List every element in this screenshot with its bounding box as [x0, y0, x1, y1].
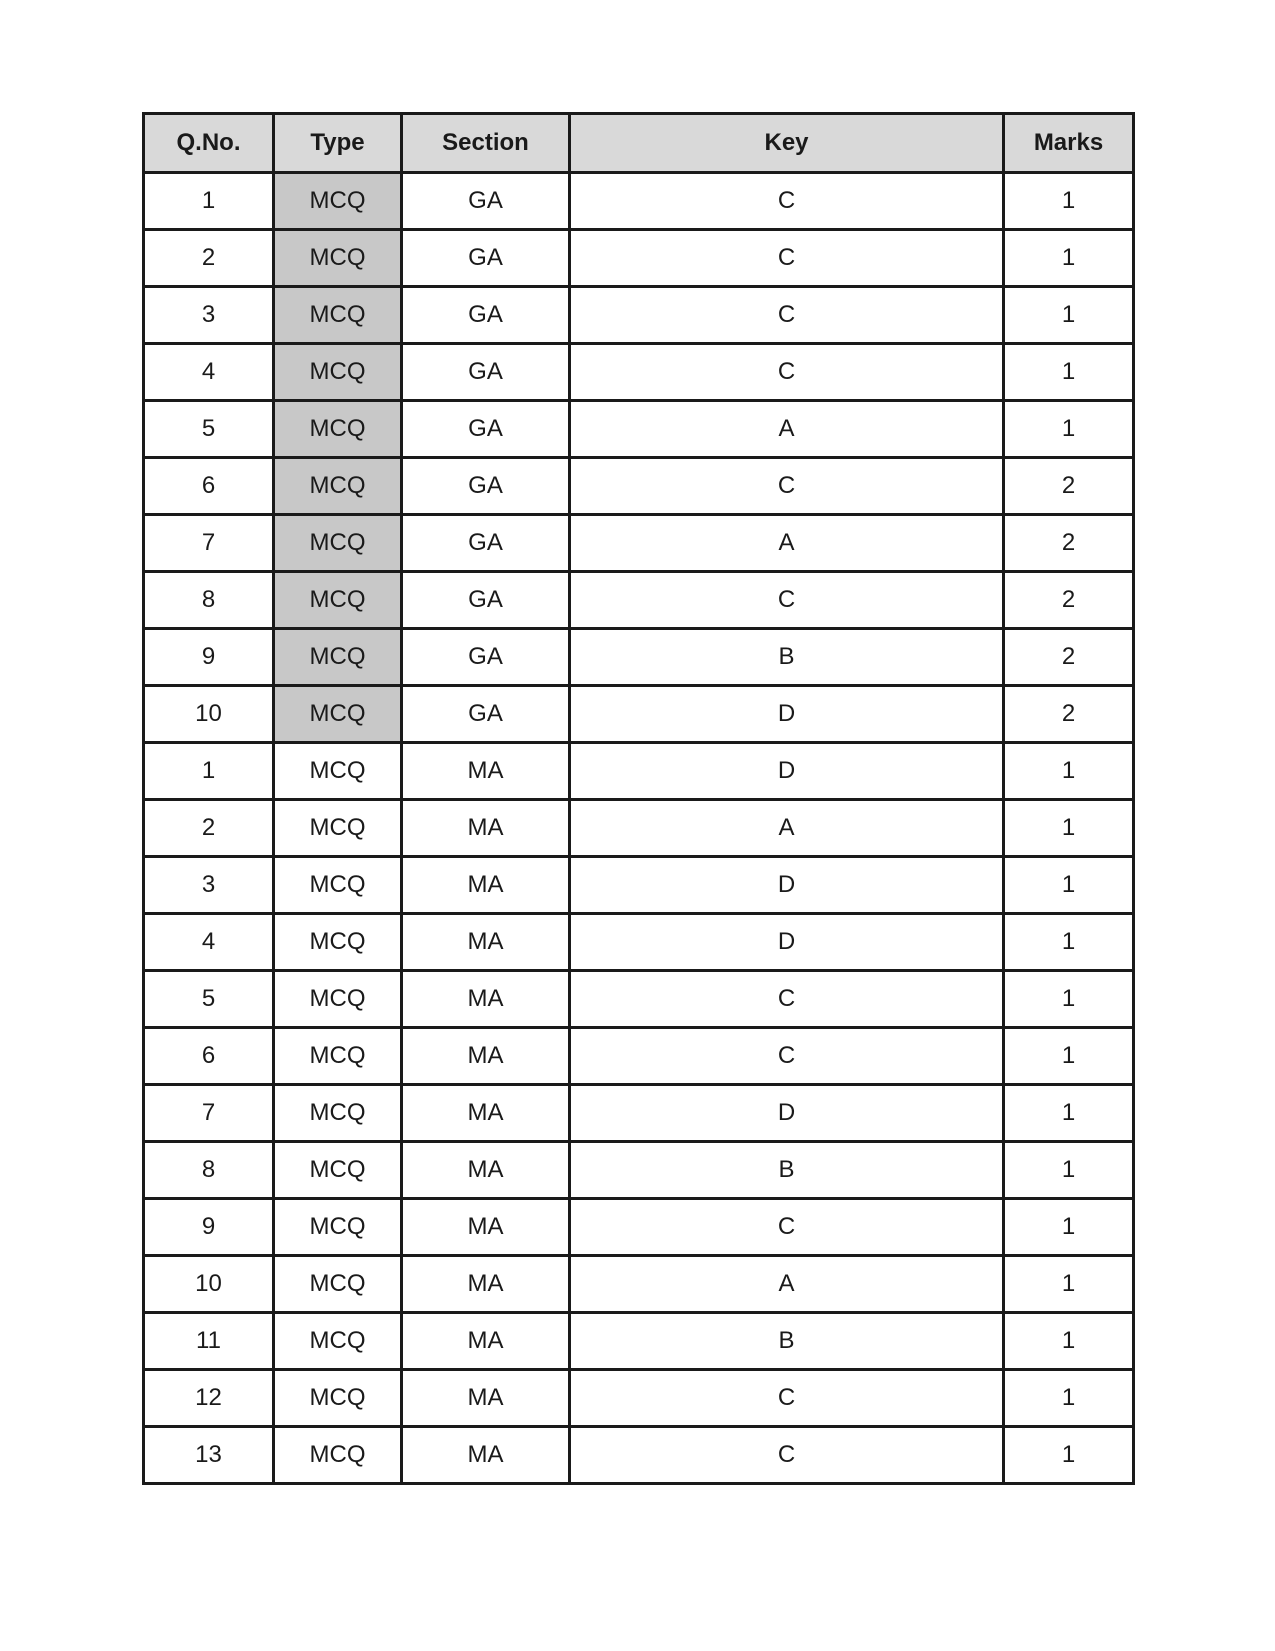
cell-key: B [570, 629, 1004, 686]
cell-marks: 2 [1004, 572, 1134, 629]
cell-section: MA [402, 1427, 570, 1484]
cell-qno: 5 [144, 971, 274, 1028]
cell-type: MCQ [274, 401, 402, 458]
cell-key: A [570, 800, 1004, 857]
table-row [144, 1427, 1134, 1484]
table-row [144, 458, 1134, 515]
cell-marks: 1 [1004, 1199, 1134, 1256]
answer-key-table [142, 112, 1135, 1485]
cell-section: GA [402, 629, 570, 686]
cell-type: MCQ [274, 515, 402, 572]
cell-qno: 8 [144, 572, 274, 629]
cell-qno: 9 [144, 629, 274, 686]
cell-qno: 9 [144, 1199, 274, 1256]
cell-type: MCQ [274, 458, 402, 515]
cell-key: C [570, 971, 1004, 1028]
table-row [144, 572, 1134, 629]
cell-qno: 13 [144, 1427, 274, 1484]
cell-section: GA [402, 401, 570, 458]
cell-key: C [570, 572, 1004, 629]
cell-key: C [570, 1199, 1004, 1256]
cell-marks: 1 [1004, 173, 1134, 230]
cell-marks: 2 [1004, 686, 1134, 743]
cell-qno: 10 [144, 1256, 274, 1313]
table-row [144, 1085, 1134, 1142]
table-row [144, 971, 1134, 1028]
header-type: Type [274, 114, 402, 173]
cell-type: MCQ [274, 1142, 402, 1199]
cell-type: MCQ [274, 743, 402, 800]
table-row [144, 686, 1134, 743]
cell-key: C [570, 1427, 1004, 1484]
cell-qno: 6 [144, 458, 274, 515]
table-row [144, 173, 1134, 230]
cell-section: GA [402, 230, 570, 287]
cell-key: D [570, 1085, 1004, 1142]
cell-key: C [570, 1028, 1004, 1085]
cell-qno: 7 [144, 1085, 274, 1142]
table-row [144, 800, 1134, 857]
cell-key: C [570, 344, 1004, 401]
cell-key: B [570, 1142, 1004, 1199]
cell-section: GA [402, 173, 570, 230]
cell-type: MCQ [274, 1370, 402, 1427]
header-marks: Marks [1004, 114, 1134, 173]
table-body [144, 173, 1134, 1484]
cell-section: MA [402, 1256, 570, 1313]
header-qno: Q.No. [144, 114, 274, 173]
table-row [144, 629, 1134, 686]
cell-key: D [570, 686, 1004, 743]
table-header-row [144, 114, 1134, 173]
cell-type: MCQ [274, 971, 402, 1028]
table-row [144, 515, 1134, 572]
cell-key: C [570, 173, 1004, 230]
cell-qno: 2 [144, 230, 274, 287]
cell-key: D [570, 914, 1004, 971]
cell-section: GA [402, 344, 570, 401]
cell-qno: 2 [144, 800, 274, 857]
cell-marks: 1 [1004, 287, 1134, 344]
cell-type: MCQ [274, 1085, 402, 1142]
cell-type: MCQ [274, 1256, 402, 1313]
cell-marks: 1 [1004, 1028, 1134, 1085]
cell-qno: 7 [144, 515, 274, 572]
cell-marks: 2 [1004, 515, 1134, 572]
cell-type: MCQ [274, 1427, 402, 1484]
cell-marks: 1 [1004, 971, 1134, 1028]
table-row [144, 1370, 1134, 1427]
cell-marks: 1 [1004, 1085, 1134, 1142]
cell-section: GA [402, 287, 570, 344]
cell-qno: 12 [144, 1370, 274, 1427]
cell-section: GA [402, 572, 570, 629]
table-row [144, 1142, 1134, 1199]
cell-key: D [570, 743, 1004, 800]
header-section: Section [402, 114, 570, 173]
cell-key: D [570, 857, 1004, 914]
cell-section: GA [402, 515, 570, 572]
cell-marks: 1 [1004, 344, 1134, 401]
cell-section: MA [402, 971, 570, 1028]
table-row [144, 287, 1134, 344]
cell-section: MA [402, 1142, 570, 1199]
cell-section: MA [402, 857, 570, 914]
header-key: Key [570, 114, 1004, 173]
cell-type: MCQ [274, 1313, 402, 1370]
cell-section: MA [402, 1028, 570, 1085]
cell-qno: 8 [144, 1142, 274, 1199]
cell-marks: 1 [1004, 230, 1134, 287]
cell-type: MCQ [274, 686, 402, 743]
cell-key: A [570, 1256, 1004, 1313]
cell-section: MA [402, 800, 570, 857]
table-row [144, 401, 1134, 458]
cell-marks: 1 [1004, 1142, 1134, 1199]
cell-marks: 1 [1004, 800, 1134, 857]
cell-qno: 1 [144, 173, 274, 230]
cell-type: MCQ [274, 857, 402, 914]
cell-marks: 1 [1004, 1427, 1134, 1484]
cell-key: C [570, 1370, 1004, 1427]
cell-type: MCQ [274, 1199, 402, 1256]
cell-type: MCQ [274, 629, 402, 686]
cell-section: GA [402, 458, 570, 515]
cell-qno: 1 [144, 743, 274, 800]
cell-type: MCQ [274, 914, 402, 971]
table-row [144, 857, 1134, 914]
cell-section: MA [402, 1199, 570, 1256]
cell-qno: 11 [144, 1313, 274, 1370]
table-row [144, 1256, 1134, 1313]
cell-key: A [570, 401, 1004, 458]
cell-marks: 1 [1004, 914, 1134, 971]
cell-type: MCQ [274, 287, 402, 344]
cell-section: MA [402, 1370, 570, 1427]
cell-qno: 4 [144, 914, 274, 971]
cell-marks: 1 [1004, 401, 1134, 458]
table-row [144, 743, 1134, 800]
cell-marks: 1 [1004, 857, 1134, 914]
cell-marks: 2 [1004, 458, 1134, 515]
cell-key: A [570, 515, 1004, 572]
table-row [144, 914, 1134, 971]
cell-section: MA [402, 1313, 570, 1370]
cell-section: MA [402, 743, 570, 800]
table-row [144, 1313, 1134, 1370]
table-row [144, 1028, 1134, 1085]
cell-type: MCQ [274, 173, 402, 230]
cell-marks: 1 [1004, 1370, 1134, 1427]
cell-type: MCQ [274, 344, 402, 401]
cell-key: C [570, 458, 1004, 515]
cell-marks: 1 [1004, 1256, 1134, 1313]
cell-section: MA [402, 914, 570, 971]
cell-type: MCQ [274, 572, 402, 629]
cell-marks: 1 [1004, 743, 1134, 800]
table-row [144, 1199, 1134, 1256]
cell-key: C [570, 287, 1004, 344]
cell-qno: 3 [144, 857, 274, 914]
table-row [144, 230, 1134, 287]
cell-qno: 6 [144, 1028, 274, 1085]
cell-section: GA [402, 686, 570, 743]
cell-type: MCQ [274, 1028, 402, 1085]
cell-type: MCQ [274, 800, 402, 857]
table-row [144, 344, 1134, 401]
cell-marks: 2 [1004, 629, 1134, 686]
cell-key: C [570, 230, 1004, 287]
cell-marks: 1 [1004, 1313, 1134, 1370]
cell-qno: 5 [144, 401, 274, 458]
cell-section: MA [402, 1085, 570, 1142]
cell-key: B [570, 1313, 1004, 1370]
cell-qno: 10 [144, 686, 274, 743]
cell-qno: 4 [144, 344, 274, 401]
cell-type: MCQ [274, 230, 402, 287]
cell-qno: 3 [144, 287, 274, 344]
